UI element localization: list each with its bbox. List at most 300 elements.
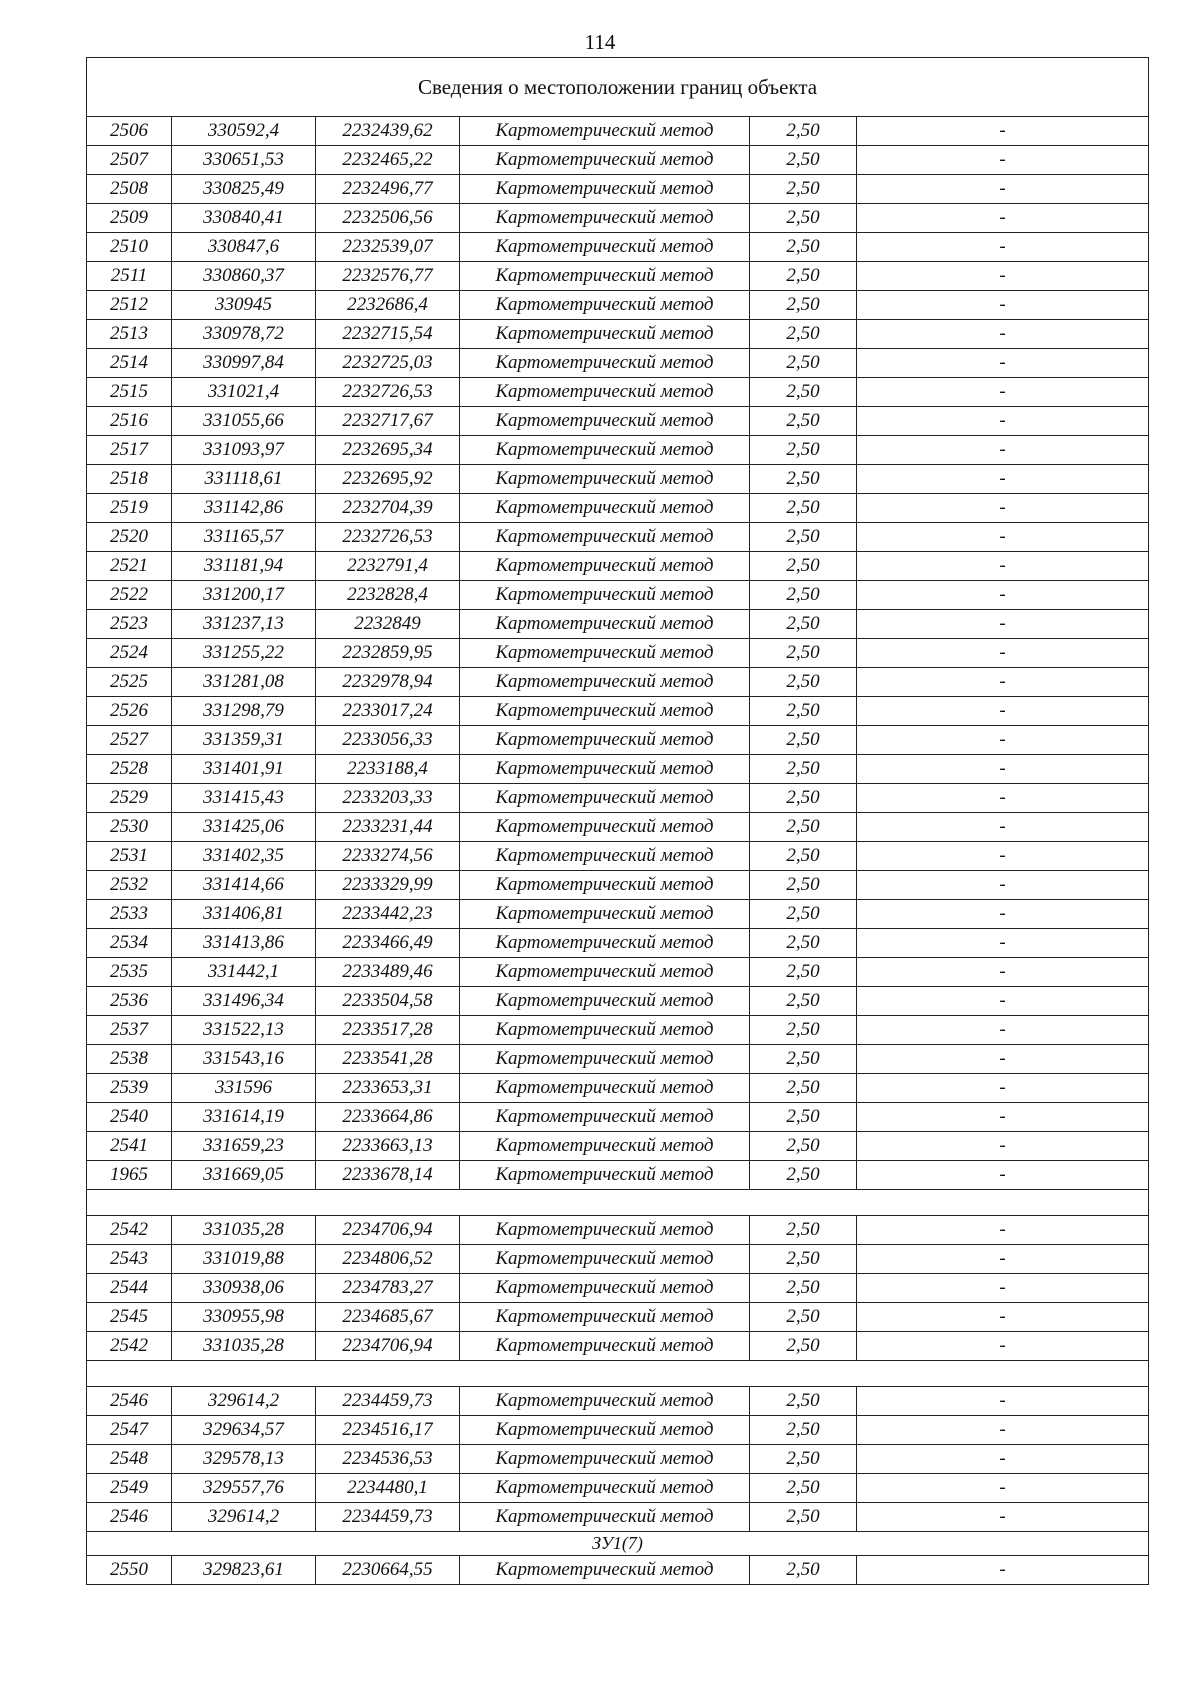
- coord-y: 2232686,4: [316, 291, 460, 320]
- accuracy: 2,50: [750, 1503, 857, 1532]
- coord-x: 331142,86: [172, 494, 316, 523]
- accuracy: 2,50: [750, 842, 857, 871]
- table-row: [87, 726, 1149, 755]
- coord-x: 330860,37: [172, 262, 316, 291]
- method: Картометрический метод: [460, 146, 750, 175]
- point-number: 2527: [87, 726, 172, 755]
- coord-x: 330978,72: [172, 320, 316, 349]
- table-row: [87, 1416, 1149, 1445]
- method: Картометрический метод: [460, 639, 750, 668]
- coord-x: 331614,19: [172, 1103, 316, 1132]
- coord-y: 2233466,49: [316, 929, 460, 958]
- description: -: [857, 1556, 1149, 1585]
- point-number: 2528: [87, 755, 172, 784]
- accuracy: 2,50: [750, 1016, 857, 1045]
- accuracy: 2,50: [750, 1216, 857, 1245]
- method: Картометрический метод: [460, 697, 750, 726]
- coord-y: 2232725,03: [316, 349, 460, 378]
- coord-x: 331165,57: [172, 523, 316, 552]
- point-number: 2506: [87, 117, 172, 146]
- coord-x: 331496,34: [172, 987, 316, 1016]
- table-row: [87, 610, 1149, 639]
- point-number: 2524: [87, 639, 172, 668]
- coord-x: 331401,91: [172, 755, 316, 784]
- description: -: [857, 929, 1149, 958]
- description: -: [857, 900, 1149, 929]
- accuracy: 2,50: [750, 175, 857, 204]
- description: -: [857, 349, 1149, 378]
- description: -: [857, 523, 1149, 552]
- description: -: [857, 291, 1149, 320]
- method: Картометрический метод: [460, 407, 750, 436]
- coord-y: 2234480,1: [316, 1474, 460, 1503]
- point-number: 2541: [87, 1132, 172, 1161]
- accuracy: 2,50: [750, 465, 857, 494]
- point-number: 2512: [87, 291, 172, 320]
- description: -: [857, 552, 1149, 581]
- point-number: 2529: [87, 784, 172, 813]
- coord-y: 2233203,33: [316, 784, 460, 813]
- description: -: [857, 784, 1149, 813]
- method: Картометрический метод: [460, 436, 750, 465]
- accuracy: 2,50: [750, 581, 857, 610]
- table-row: [87, 1161, 1149, 1190]
- table-row: [87, 755, 1149, 784]
- accuracy: 2,50: [750, 1045, 857, 1074]
- method: Картометрический метод: [460, 726, 750, 755]
- accuracy: 2,50: [750, 320, 857, 349]
- coord-y: 2232828,4: [316, 581, 460, 610]
- coord-y: 2234536,53: [316, 1445, 460, 1474]
- accuracy: 2,50: [750, 1387, 857, 1416]
- section-spacer-row: [87, 1361, 1149, 1387]
- description: -: [857, 378, 1149, 407]
- method: Картометрический метод: [460, 320, 750, 349]
- method: Картометрический метод: [460, 1245, 750, 1274]
- description: -: [857, 465, 1149, 494]
- description: -: [857, 1016, 1149, 1045]
- coord-y: 2232717,67: [316, 407, 460, 436]
- point-number: 2549: [87, 1474, 172, 1503]
- description: -: [857, 726, 1149, 755]
- description: -: [857, 1103, 1149, 1132]
- method: Картометрический метод: [460, 1045, 750, 1074]
- point-number: 2508: [87, 175, 172, 204]
- description: -: [857, 697, 1149, 726]
- method: Картометрический метод: [460, 117, 750, 146]
- table-row: [87, 1274, 1149, 1303]
- point-number: 2546: [87, 1387, 172, 1416]
- point-number: 2511: [87, 262, 172, 291]
- section-spacer: [87, 1361, 1149, 1387]
- table-row: [87, 1045, 1149, 1074]
- table-row: [87, 1216, 1149, 1245]
- description: -: [857, 842, 1149, 871]
- coord-y: 2232695,34: [316, 436, 460, 465]
- coord-y: 2233489,46: [316, 958, 460, 987]
- accuracy: 2,50: [750, 552, 857, 581]
- accuracy: 2,50: [750, 1132, 857, 1161]
- coord-y: 2232726,53: [316, 378, 460, 407]
- accuracy: 2,50: [750, 1303, 857, 1332]
- coord-x: 330592,4: [172, 117, 316, 146]
- description: -: [857, 117, 1149, 146]
- coord-x: 331281,08: [172, 668, 316, 697]
- coord-y: 2233504,58: [316, 987, 460, 1016]
- coord-y: 2234806,52: [316, 1245, 460, 1274]
- table-row: [87, 1303, 1149, 1332]
- section-spacer-row: [87, 1190, 1149, 1216]
- coord-x: 331543,16: [172, 1045, 316, 1074]
- accuracy: 2,50: [750, 349, 857, 378]
- point-number: 2542: [87, 1332, 172, 1361]
- table-row: [87, 146, 1149, 175]
- accuracy: 2,50: [750, 1103, 857, 1132]
- point-number: 2542: [87, 1216, 172, 1245]
- coord-x: 331669,05: [172, 1161, 316, 1190]
- method: Картометрический метод: [460, 523, 750, 552]
- description: -: [857, 1332, 1149, 1361]
- coord-x: 331035,28: [172, 1216, 316, 1245]
- coord-y: 2232849: [316, 610, 460, 639]
- description: -: [857, 1503, 1149, 1532]
- point-number: 1965: [87, 1161, 172, 1190]
- description: -: [857, 1474, 1149, 1503]
- point-number: 2523: [87, 610, 172, 639]
- accuracy: 2,50: [750, 1274, 857, 1303]
- point-number: 2519: [87, 494, 172, 523]
- method: Картометрический метод: [460, 668, 750, 697]
- accuracy: 2,50: [750, 871, 857, 900]
- method: Картометрический метод: [460, 755, 750, 784]
- accuracy: 2,50: [750, 639, 857, 668]
- method: Картометрический метод: [460, 349, 750, 378]
- description: -: [857, 233, 1149, 262]
- coord-y: 2232576,77: [316, 262, 460, 291]
- description: -: [857, 436, 1149, 465]
- coord-x: 331402,35: [172, 842, 316, 871]
- method: Картометрический метод: [460, 465, 750, 494]
- accuracy: 2,50: [750, 1245, 857, 1274]
- point-number: 2540: [87, 1103, 172, 1132]
- description: -: [857, 1045, 1149, 1074]
- method: Картометрический метод: [460, 552, 750, 581]
- coord-x: 331413,86: [172, 929, 316, 958]
- coord-x: 331406,81: [172, 900, 316, 929]
- accuracy: 2,50: [750, 291, 857, 320]
- coord-x: 331181,94: [172, 552, 316, 581]
- accuracy: 2,50: [750, 784, 857, 813]
- coord-y: 2234706,94: [316, 1332, 460, 1361]
- table-row: [87, 1074, 1149, 1103]
- table-row: [87, 1132, 1149, 1161]
- point-number: 2539: [87, 1074, 172, 1103]
- accuracy: 2,50: [750, 987, 857, 1016]
- point-number: 2522: [87, 581, 172, 610]
- method: Картометрический метод: [460, 842, 750, 871]
- point-number: 2517: [87, 436, 172, 465]
- point-number: 2513: [87, 320, 172, 349]
- coord-x: 331415,43: [172, 784, 316, 813]
- method: Картометрический метод: [460, 987, 750, 1016]
- coord-y: 2234459,73: [316, 1503, 460, 1532]
- method: Картометрический метод: [460, 1445, 750, 1474]
- method: Картометрический метод: [460, 233, 750, 262]
- table-row: [87, 349, 1149, 378]
- description: -: [857, 262, 1149, 291]
- section-header-row: [87, 1532, 1149, 1556]
- accuracy: 2,50: [750, 1161, 857, 1190]
- table-row: [87, 987, 1149, 1016]
- point-number: 2545: [87, 1303, 172, 1332]
- coord-y: 2234783,27: [316, 1274, 460, 1303]
- method: Картометрический метод: [460, 1016, 750, 1045]
- description: -: [857, 871, 1149, 900]
- table-row: [87, 320, 1149, 349]
- coord-x: 331442,1: [172, 958, 316, 987]
- description: -: [857, 146, 1149, 175]
- point-number: 2543: [87, 1245, 172, 1274]
- coord-y: 2233678,14: [316, 1161, 460, 1190]
- coord-x: 331021,4: [172, 378, 316, 407]
- method: Картометрический метод: [460, 813, 750, 842]
- table-row: [87, 1445, 1149, 1474]
- point-number: 2535: [87, 958, 172, 987]
- coord-y: 2233188,4: [316, 755, 460, 784]
- coord-x: 330840,41: [172, 204, 316, 233]
- table-row: [87, 929, 1149, 958]
- coord-y: 2233653,31: [316, 1074, 460, 1103]
- table-row: [87, 1474, 1149, 1503]
- table-row: [87, 1503, 1149, 1532]
- coord-x: 331118,61: [172, 465, 316, 494]
- accuracy: 2,50: [750, 378, 857, 407]
- table-body: [87, 58, 1149, 1585]
- accuracy: 2,50: [750, 929, 857, 958]
- method: Картометрический метод: [460, 784, 750, 813]
- method: Картометрический метод: [460, 1274, 750, 1303]
- point-number: 2525: [87, 668, 172, 697]
- description: -: [857, 1387, 1149, 1416]
- table-row: [87, 1332, 1149, 1361]
- point-number: 2514: [87, 349, 172, 378]
- point-number: 2533: [87, 900, 172, 929]
- description: -: [857, 1445, 1149, 1474]
- point-number: 2516: [87, 407, 172, 436]
- accuracy: 2,50: [750, 668, 857, 697]
- description: -: [857, 494, 1149, 523]
- description: -: [857, 320, 1149, 349]
- accuracy: 2,50: [750, 117, 857, 146]
- accuracy: 2,50: [750, 697, 857, 726]
- coord-x: 331019,88: [172, 1245, 316, 1274]
- coord-y: 2233017,24: [316, 697, 460, 726]
- accuracy: 2,50: [750, 436, 857, 465]
- coord-y: 2232506,56: [316, 204, 460, 233]
- coord-x: 331359,31: [172, 726, 316, 755]
- table-title-row: [87, 58, 1149, 117]
- table-row: [87, 436, 1149, 465]
- point-number: 2546: [87, 1503, 172, 1532]
- coord-x: 331093,97: [172, 436, 316, 465]
- description: -: [857, 668, 1149, 697]
- description: -: [857, 1303, 1149, 1332]
- coord-x: 331425,06: [172, 813, 316, 842]
- coord-x: 329823,61: [172, 1556, 316, 1585]
- coord-x: 329634,57: [172, 1416, 316, 1445]
- table-row: [87, 523, 1149, 552]
- method: Картометрический метод: [460, 871, 750, 900]
- description: -: [857, 813, 1149, 842]
- coord-y: 2233517,28: [316, 1016, 460, 1045]
- point-number: 2532: [87, 871, 172, 900]
- method: Картометрический метод: [460, 1103, 750, 1132]
- method: Картометрический метод: [460, 1161, 750, 1190]
- description: -: [857, 1132, 1149, 1161]
- table-row: [87, 407, 1149, 436]
- method: Картометрический метод: [460, 1332, 750, 1361]
- accuracy: 2,50: [750, 407, 857, 436]
- coord-x: 330997,84: [172, 349, 316, 378]
- point-number: 2531: [87, 842, 172, 871]
- coord-x: 330651,53: [172, 146, 316, 175]
- coord-y: 2232539,07: [316, 233, 460, 262]
- coord-y: 2234685,67: [316, 1303, 460, 1332]
- table-row: [87, 697, 1149, 726]
- coord-y: 2234516,17: [316, 1416, 460, 1445]
- point-number: 2510: [87, 233, 172, 262]
- point-number: 2530: [87, 813, 172, 842]
- point-number: 2509: [87, 204, 172, 233]
- point-number: 2534: [87, 929, 172, 958]
- description: -: [857, 755, 1149, 784]
- method: Картометрический метод: [460, 175, 750, 204]
- point-number: 2538: [87, 1045, 172, 1074]
- coord-y: 2232791,4: [316, 552, 460, 581]
- section-spacer: [87, 1190, 1149, 1216]
- coord-x: 331414,66: [172, 871, 316, 900]
- method: Картометрический метод: [460, 204, 750, 233]
- coord-x: 331200,17: [172, 581, 316, 610]
- method: Картометрический метод: [460, 291, 750, 320]
- description: -: [857, 610, 1149, 639]
- accuracy: 2,50: [750, 1332, 857, 1361]
- coord-x: 331055,66: [172, 407, 316, 436]
- accuracy: 2,50: [750, 1416, 857, 1445]
- table-row: [87, 581, 1149, 610]
- coord-x: 331522,13: [172, 1016, 316, 1045]
- accuracy: 2,50: [750, 958, 857, 987]
- coord-x: 329557,76: [172, 1474, 316, 1503]
- description: -: [857, 204, 1149, 233]
- method: Картометрический метод: [460, 1132, 750, 1161]
- method: Картометрический метод: [460, 494, 750, 523]
- accuracy: 2,50: [750, 813, 857, 842]
- coord-y: 2233231,44: [316, 813, 460, 842]
- accuracy: 2,50: [750, 262, 857, 291]
- coord-y: 2232439,62: [316, 117, 460, 146]
- coord-x: 330825,49: [172, 175, 316, 204]
- description: -: [857, 1274, 1149, 1303]
- coord-y: 2230664,55: [316, 1556, 460, 1585]
- table-row: [87, 1016, 1149, 1045]
- description: -: [857, 639, 1149, 668]
- coord-y: 2233329,99: [316, 871, 460, 900]
- point-number: 2507: [87, 146, 172, 175]
- coord-y: 2234459,73: [316, 1387, 460, 1416]
- accuracy: 2,50: [750, 146, 857, 175]
- method: Картометрический метод: [460, 929, 750, 958]
- coord-y: 2232465,22: [316, 146, 460, 175]
- table-row: [87, 1387, 1149, 1416]
- table-row: [87, 784, 1149, 813]
- accuracy: 2,50: [750, 1474, 857, 1503]
- point-number: 2548: [87, 1445, 172, 1474]
- accuracy: 2,50: [750, 1074, 857, 1103]
- coord-x: 329614,2: [172, 1503, 316, 1532]
- method: Картометрический метод: [460, 1416, 750, 1445]
- description: -: [857, 1216, 1149, 1245]
- page-number: 114: [584, 30, 616, 54]
- table-row: [87, 668, 1149, 697]
- table-title: Сведения о местоположении границ объекта: [87, 58, 1149, 117]
- coord-y: 2233442,23: [316, 900, 460, 929]
- table-row: [87, 639, 1149, 668]
- method: Картометрический метод: [460, 1474, 750, 1503]
- table-row: [87, 900, 1149, 929]
- coord-x: 329614,2: [172, 1387, 316, 1416]
- coord-y: 2232715,54: [316, 320, 460, 349]
- coord-y: 2232704,39: [316, 494, 460, 523]
- coord-x: 331255,22: [172, 639, 316, 668]
- coord-y: 2233274,56: [316, 842, 460, 871]
- coord-x: 331237,13: [172, 610, 316, 639]
- coord-x: 330938,06: [172, 1274, 316, 1303]
- table-row: [87, 842, 1149, 871]
- point-number: 2550: [87, 1556, 172, 1585]
- table-row: [87, 552, 1149, 581]
- accuracy: 2,50: [750, 204, 857, 233]
- table-row: [87, 871, 1149, 900]
- description: -: [857, 1245, 1149, 1274]
- description: -: [857, 987, 1149, 1016]
- table-row: [87, 813, 1149, 842]
- table-row: [87, 262, 1149, 291]
- coord-x: 330955,98: [172, 1303, 316, 1332]
- coord-y: 2234706,94: [316, 1216, 460, 1245]
- coord-x: 329578,13: [172, 1445, 316, 1474]
- table-row: [87, 494, 1149, 523]
- accuracy: 2,50: [750, 233, 857, 262]
- point-number: 2547: [87, 1416, 172, 1445]
- description: -: [857, 1074, 1149, 1103]
- section-label: ЗУ1(7): [87, 1532, 1149, 1556]
- method: Картометрический метод: [460, 1503, 750, 1532]
- description: -: [857, 407, 1149, 436]
- accuracy: 2,50: [750, 610, 857, 639]
- point-number: 2536: [87, 987, 172, 1016]
- method: Картометрический метод: [460, 1387, 750, 1416]
- coord-y: 2232726,53: [316, 523, 460, 552]
- coord-x: 330945: [172, 291, 316, 320]
- accuracy: 2,50: [750, 1556, 857, 1585]
- coord-y: 2232695,92: [316, 465, 460, 494]
- description: -: [857, 581, 1149, 610]
- coord-y: 2232859,95: [316, 639, 460, 668]
- accuracy: 2,50: [750, 1445, 857, 1474]
- accuracy: 2,50: [750, 726, 857, 755]
- description: -: [857, 958, 1149, 987]
